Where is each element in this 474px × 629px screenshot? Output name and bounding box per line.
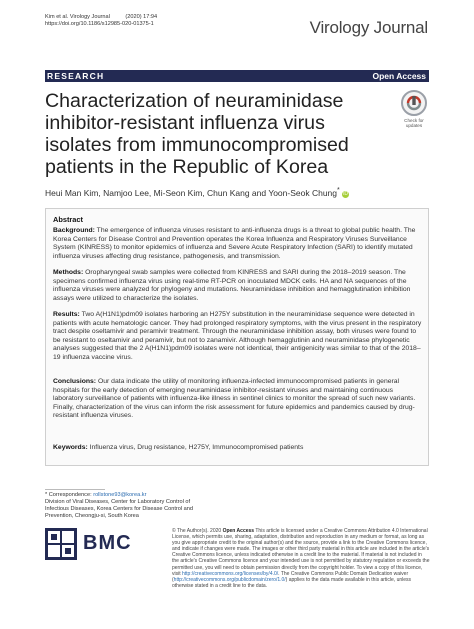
corresponding-mark: * bbox=[337, 186, 340, 194]
abstract-methods bbox=[53, 269, 423, 303]
abstract-heading: Abstract bbox=[53, 215, 83, 224]
bmc-logo-text: BMC bbox=[83, 532, 132, 554]
correspondence-prefix: * Correspondence: bbox=[45, 492, 94, 498]
results-text: Two A(H1N1)pdm09 isolates harboring an H275Y substitution in the neuraminidase sequence were detected in patients with acute hematologic cancer. They had prolonged respiratory symptoms, with the virus present in the respiratory tract despite oseltamivir and peramivir treatment. Through the neuraminidase inhibition assay, both viruses were found to be resistant to oseltamivir and peramivir, but not to zanamivir. Although hemagglutinin and neuraminidase phylogenetic analyses suggested that the 2 A(H1N1)pdm09 isolates were not identical, their antigenicity was similar to that of the 2018–19 influenza vaccine virus. bbox=[53, 311, 422, 361]
license-link-cc-by[interactable]: http://creativecommons.org/licenses/by/4.0/ bbox=[182, 570, 279, 577]
open-access-label: Open Access bbox=[372, 71, 426, 81]
conclusions-label: Conclusions: bbox=[53, 378, 97, 385]
license-middle: . The Creative Commons Public Domain Dedication waiver ( bbox=[172, 570, 409, 583]
background-text: The emergence of influenza viruses resistant to anti-influenza drugs is a threat to global public health. The Korea Centers for Disease Control and Prevention operates the Korea Influenza and Respiratory Viruses Surveillance System (KINRESS) to monitor epidemics of influenza and Severe Acute Respiratory Infection (SARI) to identify mutated influenza viruses affecting drug resistance, pathogenesis, and transmission. bbox=[53, 227, 416, 260]
article-type-label: RESEARCH bbox=[47, 71, 105, 81]
author-names: Heui Man Kim, Namjoo Lee, Mi-Seon Kim, Chun Kang and Yoon-Seok Chung bbox=[45, 187, 338, 198]
abstract-background bbox=[53, 227, 423, 261]
footnote-divider bbox=[45, 489, 105, 490]
correspondence-email-link[interactable]: rollstone93@korea.kr bbox=[93, 492, 147, 498]
license-statement bbox=[172, 528, 430, 589]
journal-name: Virology Journal bbox=[309, 18, 428, 37]
license-text: This article is licensed under a Creative Commons Attribution 4.0 International License, which permits use, sharing, adaptation, distribution and reproduction in any medium or format, as long as you give appropriate credit to the original author(s) and the source, provide a link to the Creative Commons licence, and indicate if changes were made. The images or other third party material in this article are included in the article's Creative Commons licence, unless indicated otherwise in a credit line to the material. If material is not included in the article's Creative Commons licence and your intended use is not permitted by statutory regulation or exceeds the permitted use, you will need to obtain permission directly from the copyright holder. To view a copy of this licence, visit bbox=[172, 528, 430, 577]
author-list bbox=[45, 186, 349, 198]
abstract-results bbox=[53, 311, 423, 362]
correspondence-note bbox=[45, 489, 215, 520]
bmc-logo bbox=[45, 524, 145, 564]
license-open-access: Open Access bbox=[222, 528, 255, 534]
orcid-icon[interactable]: iD bbox=[343, 190, 349, 197]
check-for-updates-badge[interactable] bbox=[398, 90, 430, 129]
results-label: Results: bbox=[53, 311, 80, 318]
methods-text: Oropharyngeal swab samples were collected from KINRESS and SARI during the 2018–2019 season. The specimens confirmed influenza virus using real-time RT-PCR on inoculated MDCK cells. HA and NA sequences of the influenza viruses were analyzed for phylogeny and mutations. Neuraminidase inhibition and hemagglutination inhibition assays were utilized to characterize the isolates. bbox=[53, 269, 411, 302]
conclusions-text: Our data indicate the utility of monitoring influenza-infected immunocompromised patients in general hospitals for the early detection of emerging neuraminidase inhibitor-resistant viruses and maintaining continuous laboratory surveillance of patients with influenza-like illness in sentinel clinics to monitor the spread of such new variants. Finally, characterization of the virus can inform the risk assessment for future epidemics and pandemics caused by drug-resistant influenza viruses. bbox=[53, 378, 416, 419]
bmc-logo-icon bbox=[45, 528, 77, 560]
license-prefix: © The Author(s). 2020 bbox=[172, 528, 223, 534]
article-type-banner bbox=[45, 70, 429, 82]
check-updates-line1: Check for bbox=[404, 118, 424, 123]
license-end: ) applies to the data made available in this article, unless otherwise stated in a credit line to the data. bbox=[172, 576, 412, 589]
methods-label: Methods: bbox=[53, 269, 84, 276]
check-updates-icon bbox=[401, 90, 427, 116]
doi-line: https://doi.org/10.1186/s12985-020-01375-1 bbox=[45, 21, 154, 27]
keywords-text: Influenza virus, Drug resistance, H275Y, Immunocompromised patients bbox=[87, 444, 304, 451]
keywords-label: Keywords: bbox=[53, 444, 88, 451]
abstract-conclusions bbox=[53, 378, 423, 421]
abstract-keywords bbox=[53, 444, 423, 453]
license-link-cc0[interactable]: http://creativecommons.org/publicdomain/zero/1.0/ bbox=[173, 576, 286, 583]
background-label: Background: bbox=[53, 227, 95, 234]
abstract-box bbox=[45, 208, 429, 466]
citation-line: Kim et al. Virology Journal (2020) 17:94 bbox=[45, 14, 158, 20]
article-title: Characterization of neuraminidase inhibitor-resistant influenza virus isolates from immunocompromised patients in the Republic of Korea bbox=[45, 90, 349, 178]
check-updates-line2: updates bbox=[405, 123, 423, 129]
affiliation-text: Division of Viral Diseases, Center for Laboratory Control of Infectious Diseases, Korea Centers for Disease Control and Prevention, Cheongju-si, South Korea bbox=[45, 499, 193, 519]
citation-header bbox=[45, 14, 157, 28]
